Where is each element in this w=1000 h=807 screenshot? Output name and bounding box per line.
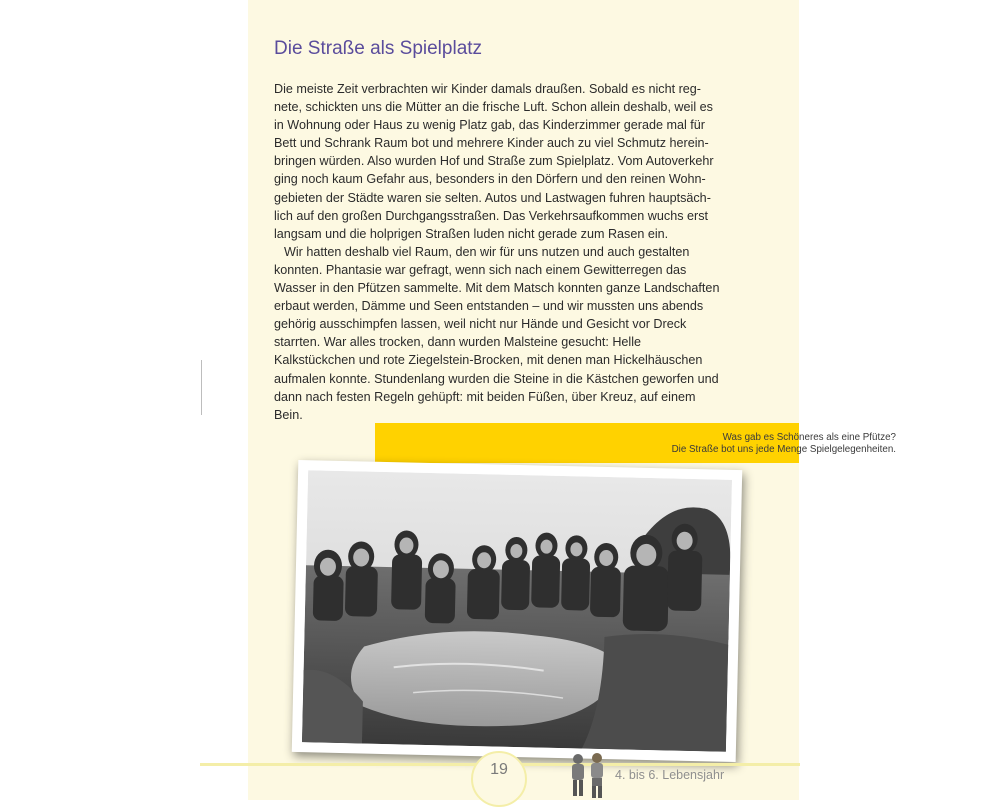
photo-caption	[672, 432, 896, 455]
children-puddle-photo	[302, 470, 732, 752]
page-number-circle	[471, 751, 527, 807]
page-number: 19	[490, 761, 508, 778]
article-body	[274, 80, 724, 424]
two-children-icon	[564, 750, 612, 800]
margin-mark	[201, 360, 202, 415]
page-title: Die Straße als Spielplatz	[274, 38, 483, 59]
photo-frame	[292, 460, 743, 762]
paragraph-1: Die meiste Zeit verbrachten wir Kinder damals draußen. Sobald es nicht regnete, schickten uns die Mütter an die frische Luft. Schon allein deshalb, weil es in Wohnung oder Haus zu wenig Platz gab, das Kinderzimmer gerade mal für Bett und Schrank Raum bot und mehrere Kinder auch zu viel Schmutz hereinbringen würden. Also wurden Hof und Straße zum Spielplatz. Vom Autoverkehr ging noch kaum Gefahr aus, besonders in den Dörfern und den reinen Wohngebieten der Städte waren sie selten. Autos und Lastwagen fuhren hauptsächlich auf den großen Durchgangsstraßen. Das Verkehrsaufkommen wuchs erst langsam und die holprigen Straßen luden nicht gerade zum Rasen ein.	[274, 82, 714, 241]
caption-line-1: Was gab es Schöneres als eine Pfütze?	[722, 432, 896, 443]
paragraph-2: Wir hatten deshalb viel Raum, den wir für uns nutzen und auch gestalten konnten. Phantasie war gefragt, wenn sich nach einem Gewitterregen das Wasser in den Pfützen sammelte. Mit dem Matsch konnten ganze Landschaften erbaut werden, Dämme und Seen entstanden – und wir mussten uns abends gehörig ausschimpfen lassen, weil nicht nur Hände und Gesicht vor Dreck starrten. War alles trocken, dann wurden Malsteine gesucht: Helle Kalkstückchen und rote Ziegelstein-Brocken, mit denen man Hickelhäuschen aufmalen konnte. Stundenlang wurden die Steine in die Kästchen geworfen und dann nach festen Regeln gehüpft: mit beiden Füßen, über Kreuz, auf einem Bein.	[274, 244, 720, 422]
caption-line-2: Die Straße bot uns jede Menge Spielgelegenheiten.	[671, 443, 896, 455]
section-label: 4. bis 6. Lebensjahr	[615, 768, 725, 782]
